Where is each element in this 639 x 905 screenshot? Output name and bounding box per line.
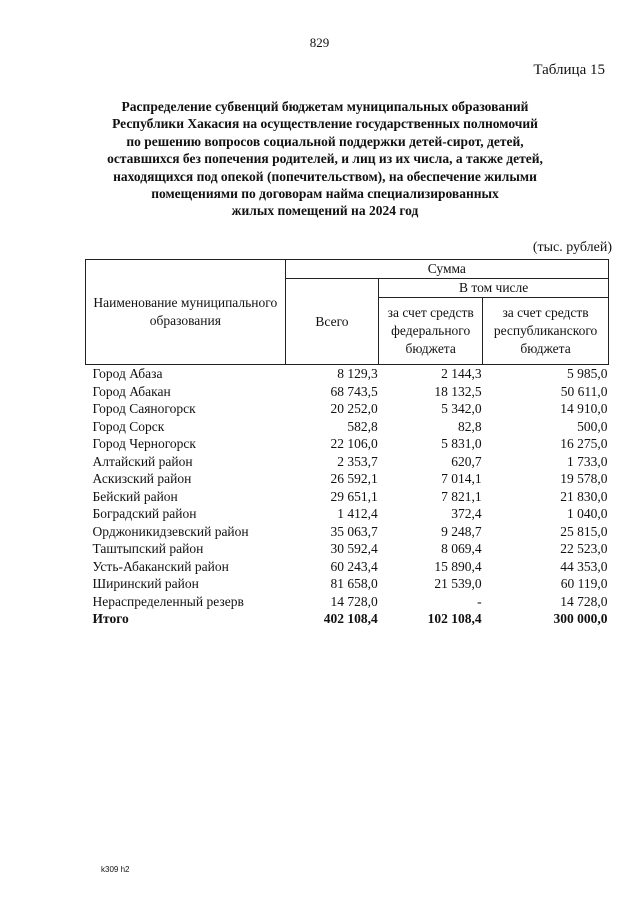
header-sum: Сумма <box>285 260 608 279</box>
title-line: по решению вопросов социальной поддержки детей-сирот, детей, <box>126 133 524 149</box>
row-total: 8 129,3 <box>337 366 378 381</box>
row-federal: 5 831,0 <box>441 436 482 451</box>
title-line: жилых помещений на 2024 год <box>231 203 419 219</box>
row-total: 1 412,4 <box>337 506 378 521</box>
row-republic: 1 733,0 <box>567 453 608 469</box>
total-row-federal: 102 108,4 <box>427 611 482 626</box>
row-name: Город Абакан <box>92 383 171 399</box>
row-republic: 16 275,0 <box>560 436 608 451</box>
title-line: Распределение субвенций бюджетам муниципальных образований <box>121 99 529 114</box>
row-republic: 22 523,0 <box>560 541 608 556</box>
document-title <box>60 98 590 220</box>
row-total: 60 243,4 <box>330 558 378 574</box>
total-row <box>86 610 609 628</box>
row-republic: 500,0 <box>577 418 608 434</box>
row-name: Город Черногорск <box>92 436 196 451</box>
title-line: находящихся под опекой (попечительством), на обеспечение жилыми <box>113 168 537 184</box>
row-federal: 18 132,5 <box>434 383 482 399</box>
total-row-republic: 300 000,0 <box>553 611 608 626</box>
table-row <box>86 418 609 436</box>
row-total: 2 353,7 <box>337 453 378 469</box>
row-federal: 15 890,4 <box>434 558 482 574</box>
table-header <box>86 260 609 365</box>
table-label: Таблица 15 <box>533 62 605 78</box>
row-federal: 620,7 <box>451 453 482 469</box>
total-row-total: 402 108,4 <box>323 611 378 626</box>
row-total: 35 063,7 <box>330 523 378 539</box>
header-name: Наименование муниципального образования <box>86 260 286 365</box>
row-republic: 14 728,0 <box>560 593 608 609</box>
row-total: 20 252,0 <box>330 401 378 416</box>
header-total: Всего <box>285 279 379 365</box>
row-federal: 7 821,1 <box>441 488 482 504</box>
row-federal: 5 342,0 <box>441 401 482 416</box>
row-name: Ширинский район <box>92 576 199 591</box>
table-row <box>86 505 609 523</box>
row-federal: 372,4 <box>451 506 482 521</box>
table-row <box>86 400 609 418</box>
table-row <box>86 435 609 453</box>
row-republic: 19 578,0 <box>560 471 608 486</box>
title-line: оставшихся без попечения родителей, и лиц из их числа, а также детей, <box>107 151 543 167</box>
row-republic: 25 815,0 <box>560 523 608 539</box>
row-name: Бейский район <box>92 488 178 504</box>
row-name: Боградский район <box>92 506 197 521</box>
table-row <box>86 488 609 506</box>
row-federal: 7 014,1 <box>441 471 482 486</box>
footer-code: k309 h2 <box>101 865 130 874</box>
table-row <box>86 558 609 576</box>
header-including: В том числе <box>379 279 609 298</box>
row-total: 68 743,5 <box>330 383 378 399</box>
row-name: Аскизский район <box>92 471 192 486</box>
row-republic: 1 040,0 <box>567 506 608 521</box>
subventions-table <box>85 259 609 628</box>
row-name: Город Абаза <box>92 366 163 381</box>
row-federal: 21 539,0 <box>434 576 482 591</box>
row-total: 22 106,0 <box>330 436 378 451</box>
row-federal: 8 069,4 <box>441 541 482 556</box>
table-row <box>86 365 609 383</box>
table-row <box>86 523 609 541</box>
header-federal: за счет средств федерального бюджета <box>379 298 483 365</box>
row-name: Нераспределенный резерв <box>92 593 244 609</box>
table-row <box>86 383 609 401</box>
units-label: (тыс. рублей) <box>532 240 612 255</box>
row-federal: - <box>477 593 482 609</box>
row-name: Орджоникидзевский район <box>92 523 249 539</box>
title-line: помещениями по договорам найма специализированных <box>151 186 499 202</box>
row-federal: 82,8 <box>458 418 482 434</box>
row-republic: 14 910,0 <box>560 401 608 416</box>
row-republic: 50 611,0 <box>560 383 608 399</box>
row-total: 29 651,1 <box>330 488 378 504</box>
row-total: 81 658,0 <box>330 576 378 591</box>
page-number: 829 <box>309 35 330 50</box>
row-name: Усть-Абаканский район <box>92 558 229 574</box>
row-republic: 21 830,0 <box>560 488 608 504</box>
row-republic: 44 353,0 <box>560 558 608 574</box>
table-row <box>86 453 609 471</box>
row-federal: 2 144,3 <box>441 366 482 381</box>
title-line: Республики Хакасия на осуществление государственных полномочий <box>112 116 538 132</box>
row-total: 582,8 <box>347 418 378 434</box>
table-row <box>86 575 609 593</box>
row-name: Город Саяногорск <box>92 401 196 416</box>
row-total: 26 592,1 <box>330 471 378 486</box>
row-name: Город Сорск <box>92 418 165 434</box>
row-total: 30 592,4 <box>330 541 378 556</box>
table-body <box>86 365 609 628</box>
row-name: Таштыпский район <box>92 541 204 556</box>
table-row <box>86 470 609 488</box>
row-name: Алтайский район <box>92 453 193 469</box>
header-republic: за счет средств республиканского бюджета <box>483 298 609 365</box>
table-row <box>86 593 609 611</box>
row-republic: 5 985,0 <box>567 366 608 381</box>
row-total: 14 728,0 <box>330 593 378 609</box>
row-federal: 9 248,7 <box>441 523 482 539</box>
row-republic: 60 119,0 <box>560 576 608 591</box>
table-row <box>86 540 609 558</box>
total-row-name: Итого <box>92 611 129 626</box>
